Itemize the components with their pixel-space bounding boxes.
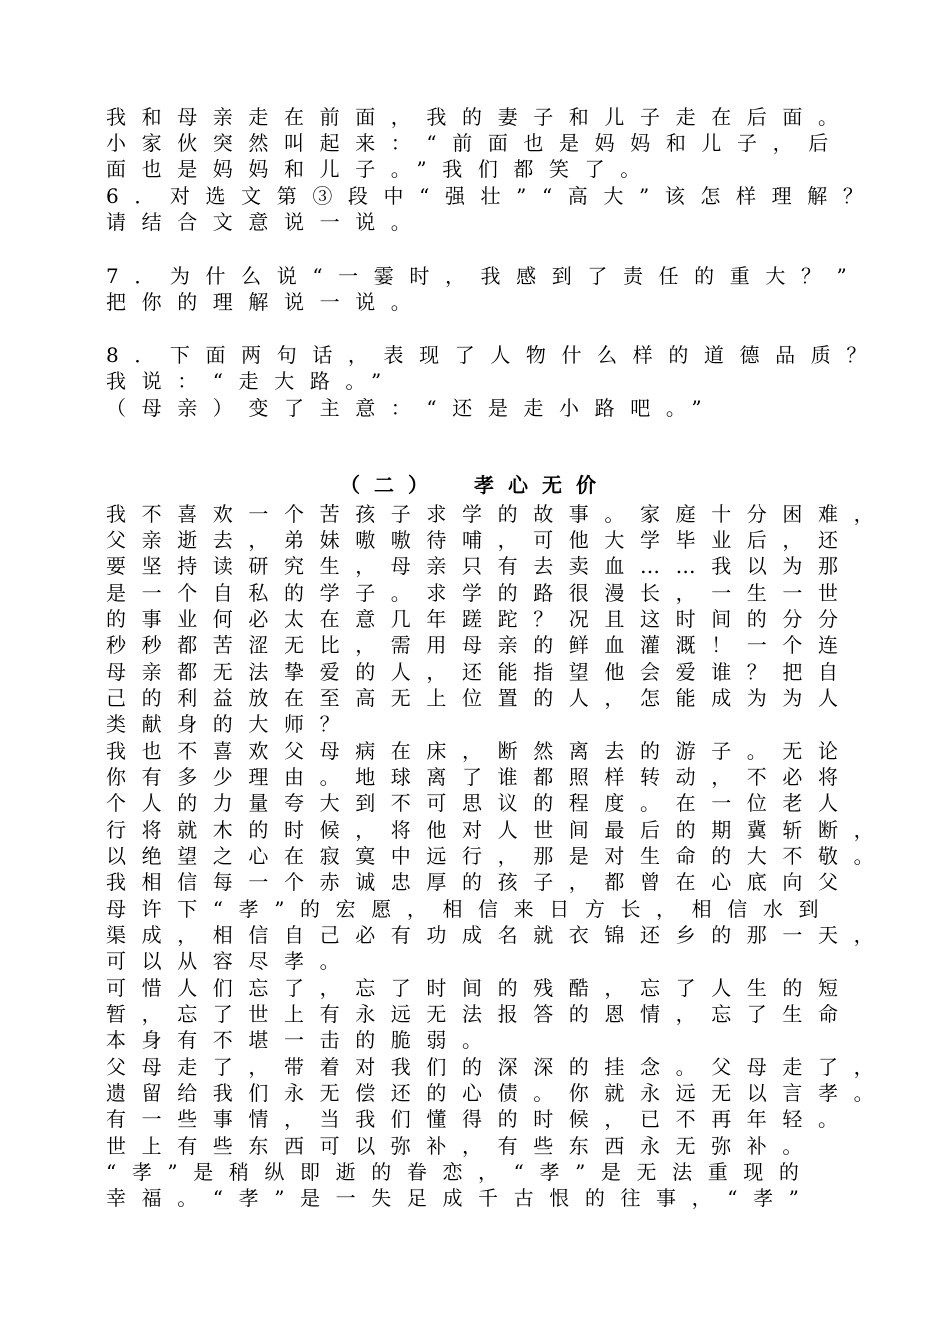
- question-6: 6．对选文第③段中“强壮”“高大”该怎样理解？: [106, 184, 879, 208]
- text-line: 秒秒都苦涩无比，需用母亲的鲜血灌溉！一个连: [106, 633, 854, 657]
- text-line: 遗留给我们永无偿还的心债。你就永远无以言孝。: [106, 1081, 890, 1105]
- text-line: 可惜人们忘了，忘了时间的残酷，忘了人生的短: [106, 976, 854, 1000]
- question-8: 8．下面两句话，表现了人物什么样的道德品质？: [106, 343, 882, 367]
- text-line: 你有多少理由。地球离了谁都照样转动，不必将: [106, 765, 854, 789]
- text-line: 己的利益放在至高无上位置的人，怎能成为为人: [106, 686, 854, 710]
- section-heading: 孝心无价: [474, 473, 610, 497]
- text-line: 母亲都无法挚爱的人，还能指望他会爱谁？把自: [106, 660, 854, 684]
- text-line: 父亲逝去，弟妹嗷嗷待哺，可他大学毕业后，还: [106, 528, 854, 552]
- text-line: 母许下“孝”的宏愿，相信来日方长，相信水到: [106, 897, 835, 921]
- text-line: 我也不喜欢父母病在床，断然离去的游子。无论: [106, 739, 854, 763]
- question-7: 7．为什么说“一霎时，我感到了责任的重大？”: [106, 264, 863, 288]
- text-line: “孝”是稍纵即逝的眷恋，“孝”是无法重现的: [106, 1160, 815, 1184]
- text-line: 渠成，相信自己必有功成名就衣锦还乡的那一天，: [106, 923, 890, 947]
- text-line: 我不喜欢一个苦孩子求学的故事。家庭十分困难，: [106, 502, 890, 526]
- text-line: 行将就木的时候，将他对人世间最后的期冀斩断，: [106, 818, 890, 842]
- text-line: 个人的力量夸大到不可思议的程度。在一位老人: [106, 791, 854, 815]
- text-line: 我和母亲走在前面，我的妻子和儿子走在后面。: [106, 105, 854, 129]
- text-line: 世上有些东西可以弥补，有些东西永无弥补。: [106, 1134, 818, 1158]
- text-line: 以绝望之心在寂寞中远行，那是对生命的大不敬。: [106, 844, 890, 868]
- text-line: 小家伙突然叫起来：“前面也是妈妈和儿子，后: [106, 131, 844, 155]
- text-line: 我说：“走大路。”: [106, 369, 397, 393]
- text-line: 父母走了，带着对我们的深深的挂念。父母走了，: [106, 1055, 890, 1079]
- text-line: 类献身的大师？: [106, 712, 356, 736]
- text-line: 暂，忘了世上有永远无法报答的恩情，忘了生命: [106, 1002, 854, 1026]
- text-line: 面也是妈妈和儿子。”我们都笑了。: [106, 157, 656, 181]
- text-line: 幸福。“孝”是一失足成千古恨的往事，“孝”: [106, 1186, 815, 1210]
- section-title: [0, 472, 950, 498]
- section-number: （二）: [340, 473, 442, 497]
- text-line: 请结合文意说一说。: [106, 210, 427, 234]
- text-line: 是一个自私的学子。求学的路很漫长，一生一世: [106, 581, 854, 605]
- text-line: 要坚持读研究生，母亲只有去卖血……我以为那: [106, 554, 854, 578]
- text-line: 把你的理解说一说。: [106, 290, 427, 314]
- text-line: 可以从容尽孝。: [106, 949, 356, 973]
- text-line: 的事业何必太在意几年蹉跎？况且这时间的分分: [106, 607, 854, 631]
- text-line: 有一些事情，当我们懂得的时候，已不再年轻。: [106, 1107, 854, 1131]
- text-line: 本身有不堪一击的脆弱。: [106, 1028, 498, 1052]
- text-line: （母亲）变了主意：“还是走小路吧。”: [106, 396, 718, 420]
- text-line: 我相信每一个赤诚忠厚的孩子，都曾在心底向父: [106, 870, 854, 894]
